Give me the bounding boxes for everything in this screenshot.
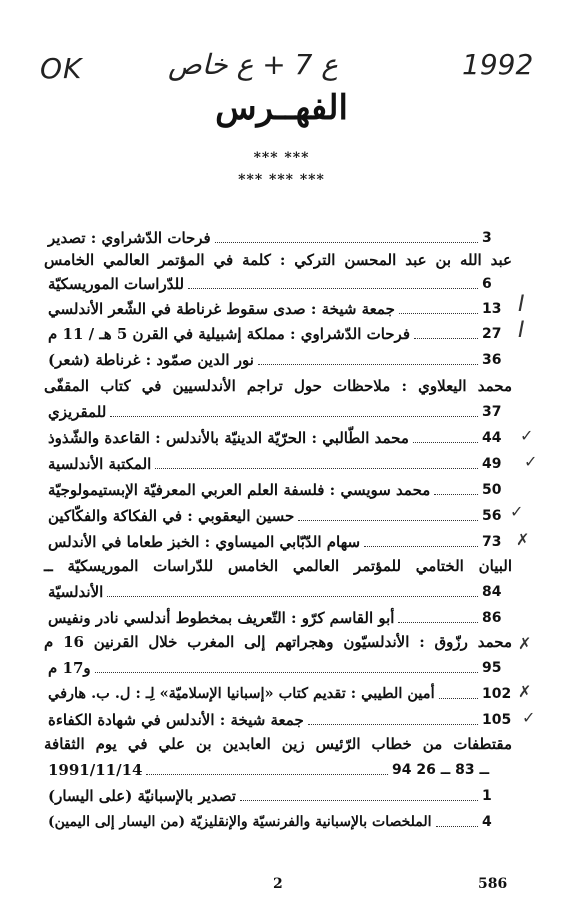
toc-entry (44, 580, 512, 602)
toc-entry (44, 400, 512, 422)
toc-entry-line: البيان الختامي للمؤتمر العالمي الخامس للدّراسات الموريسكيّة ــ (44, 557, 512, 575)
margin-mark: ✓ (510, 502, 524, 521)
handwritten-note-issue: ع 7 + ع خاص (168, 48, 338, 81)
toc-entry-text: جمعة شيخة : الأندلس في شهادة الكفاءة (48, 711, 304, 729)
toc-page-number: 13 (482, 301, 502, 317)
ornament-stars-2: *** *** *** (238, 172, 325, 188)
toc-entry (44, 478, 512, 500)
leader-dots (95, 672, 478, 673)
leader-dots (215, 242, 478, 243)
ornament-stars-1: *** *** (253, 150, 310, 166)
toc-entry-text: للدّراسات الموريسكيّة (48, 275, 185, 293)
handwritten-note-year: 1992 (462, 48, 534, 81)
leader-dots (439, 698, 478, 699)
margin-mark: I (518, 318, 525, 343)
toc-entry-text: فرحات الدّشراوي : مملكة إشبيلية في القرن 5 هـ / 11 م (48, 325, 411, 343)
toc-entry (44, 504, 512, 526)
toc-entry-text: فرحات الدّشراوي : تصدير (48, 229, 211, 247)
toc-entry-text: 1991/11/14 (48, 761, 143, 779)
toc-entry-text: المكتبة الأندلسية (48, 455, 152, 473)
margin-mark: I (518, 292, 525, 317)
leader-dots (364, 546, 478, 547)
leader-dots (146, 774, 388, 775)
toc-page-number: 27 (482, 326, 502, 342)
toc-entry (44, 530, 512, 552)
toc-entry (44, 348, 512, 370)
leader-dots (436, 826, 478, 827)
margin-mark: ✗ (518, 682, 532, 701)
toc-entry-text: حسين اليعقوبي : في الفكاكة والفكّاكين (48, 507, 295, 525)
toc-entry (44, 426, 512, 448)
margin-mark: ✓ (520, 426, 534, 445)
toc-page-number: 56 (482, 508, 502, 524)
toc-entry-line: عبد الله بن عبد المحسن التركي : كلمة في المؤتمر العالمي الخامس (44, 251, 512, 269)
toc-entry (44, 272, 512, 294)
toc-page-number: 37 (482, 404, 502, 420)
toc-entry-line: محمد رزّوق : الأندلسيّون وهجراتهم إلى المغرب خلال القرنين 16 م (44, 633, 512, 651)
leader-dots (398, 622, 478, 623)
toc-entry-text: سهام الدّبّابي الميساوي : الخبز طعاما في الأندلس (48, 533, 361, 551)
toc-page-number: 3 (482, 230, 492, 246)
toc-entry-text: للمقريزي (48, 403, 107, 421)
toc-entry (44, 656, 512, 678)
toc-entry (44, 810, 512, 832)
toc-page-number: 102 (482, 686, 512, 702)
leader-dots (258, 364, 478, 365)
toc-page-number: 49 (482, 456, 502, 472)
toc-entry-text: نور الدين صمّود : غرناطة (شعر) (48, 351, 254, 369)
leader-dots (414, 338, 478, 339)
toc-entry (44, 758, 512, 780)
toc-page-number: 94 ــ 83 ــ 26 (392, 762, 490, 778)
toc-entry-text: جمعة شيخة : صدى سقوط غرناطة في الشّعر الأندلسي (48, 300, 395, 318)
page-title: الفهــرس (215, 88, 348, 128)
leader-dots (240, 800, 478, 801)
toc-entry-text: و17 م (48, 659, 91, 677)
toc-page-number: 73 (482, 534, 502, 550)
toc-page-number: 50 (482, 482, 502, 498)
toc-entry (44, 708, 512, 730)
toc-entry (44, 606, 512, 628)
page-number-right: 586 (478, 876, 508, 892)
margin-mark: ✗ (518, 634, 532, 653)
toc-entry-text: محمد سويسي : فلسفة العلم العربي المعرفيّة الإبستيمولوجيّة (48, 481, 431, 499)
leader-dots (188, 288, 478, 289)
toc-entry (44, 452, 512, 474)
page-number-center: 2 (273, 876, 283, 892)
toc-entry (44, 322, 512, 344)
toc-entry-line: محمد اليعلاوي : ملاحظات حول تراجم الأندلسيين في كتاب المقفّى (44, 377, 512, 395)
leader-dots (308, 724, 478, 725)
margin-mark: ✓ (522, 708, 536, 727)
toc-page-number: 84 (482, 584, 502, 600)
toc-entry-line: مقتطفات من خطاب الرّئيس زين العابدين بن علي في يوم الثقافة (44, 735, 512, 753)
handwritten-note-ok: OK (40, 52, 83, 85)
toc-entry (44, 226, 512, 248)
toc-page-number: 86 (482, 610, 502, 626)
toc-page-number: 36 (482, 352, 502, 368)
toc-entry-text: أمين الطيبي : تقديم كتاب «إسبانيا الإسلاميّة» لِـ : ل. ب. هارفي (48, 685, 435, 702)
toc-entry (44, 682, 512, 704)
margin-mark: ✗ (516, 530, 530, 549)
toc-page-number: 95 (482, 660, 502, 676)
toc-entry-text: محمد الطّالبي : الحرّيّة الدينيّة بالأندلس : القاعدة والشّذوذ (48, 429, 409, 447)
toc-entry-text: الملخصات بالإسبانية والفرنسيّة والإنقليزيّة (من اليسار إلى اليمين) (48, 814, 432, 830)
toc-entry-text: تصدير بالإسبانيّة (على اليسار) (48, 787, 236, 805)
toc-entry (44, 784, 512, 806)
toc-entry (44, 297, 512, 319)
toc-page-number: 4 (482, 814, 492, 830)
leader-dots (413, 442, 478, 443)
toc-page-number: 6 (482, 276, 492, 292)
leader-dots (298, 520, 478, 521)
leader-dots (107, 596, 478, 597)
toc-page-number: 1 (482, 788, 492, 804)
toc-entry-text: الأندلسيّة (48, 583, 104, 601)
leader-dots (434, 494, 478, 495)
toc-page-number: 44 (482, 430, 502, 446)
margin-mark: ✓ (524, 452, 538, 471)
leader-dots (399, 313, 478, 314)
toc-entry-text: أبو القاسم كرّو : التّعريف بمخطوط أندلسي نادر ونفيس (48, 609, 395, 627)
toc-page-number: 105 (482, 712, 512, 728)
leader-dots (110, 416, 478, 417)
leader-dots (155, 468, 478, 469)
